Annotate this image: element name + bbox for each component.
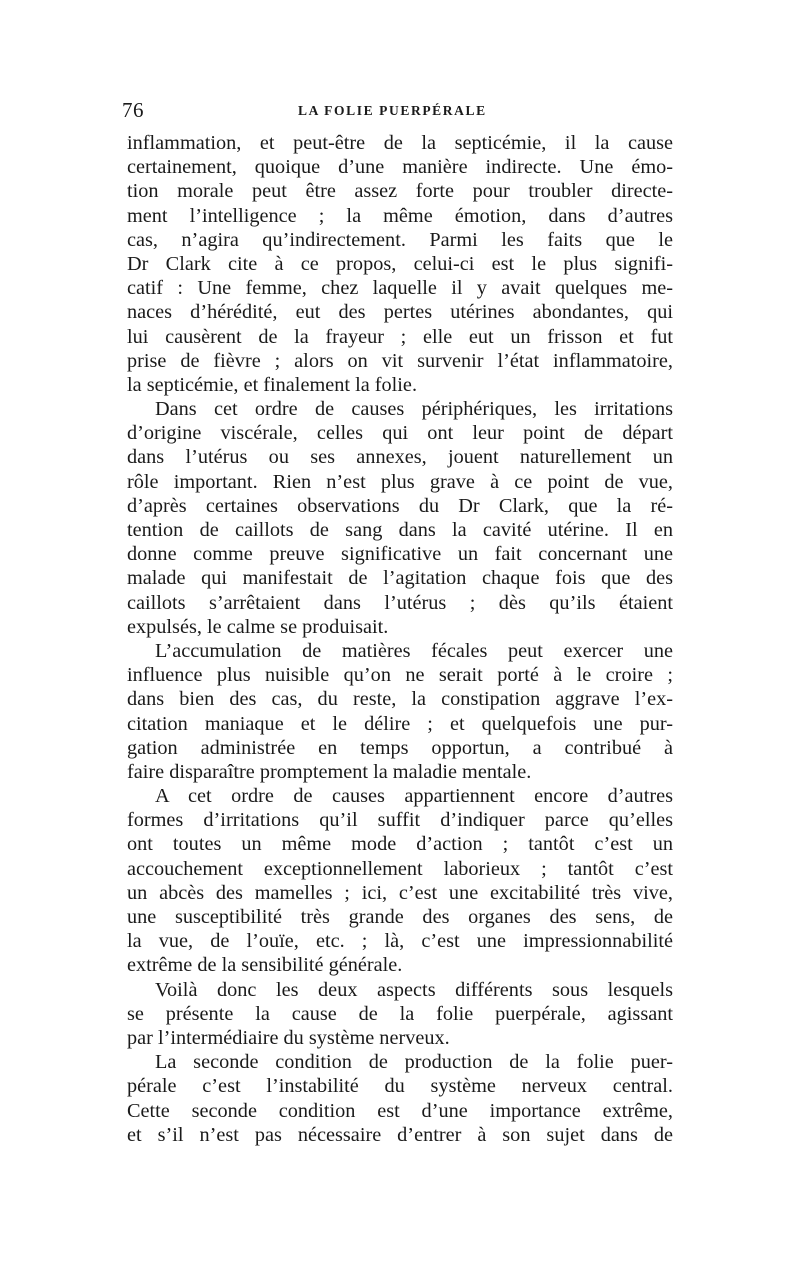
text-line: malade qui manifestait de l’agitation chaque fois que des	[127, 567, 673, 590]
text-line: catif : Une femme, chez laquelle il y avait quelques me-	[127, 277, 673, 300]
text-line: influence plus nuisible qu’on ne serait porté à le croire ;	[127, 664, 673, 687]
running-title: LA FOLIE PUERPÉRALE	[298, 103, 487, 118]
text-line: gation administrée en temps opportun, a contribué à	[127, 736, 673, 759]
text-line: extrême de la sensibilité générale.	[127, 954, 403, 977]
text-line: expulsés, le calme se produisait.	[127, 615, 389, 638]
text-line: la septicémie, et finalement la folie.	[127, 373, 418, 396]
text-line: formes d’irritations qu’il suffit d’indiquer parce qu’elles	[127, 809, 673, 832]
text-line: Cette seconde condition est d’une importance extrême,	[127, 1099, 673, 1122]
text-line: caillots s’arrêtaient dans l’utérus ; dès qu’ils étaient	[127, 591, 673, 614]
text-line: un abcès des mamelles ; ici, c’est une excitabilité très vive,	[127, 881, 673, 904]
text-line: L’accumulation de matières fécales peut exercer une	[155, 639, 673, 662]
text-line: tention de caillots de sang dans la cavité utérine. Il en	[127, 519, 673, 541]
text-line: Dr Clark cite à ce propos, celui-ci est le plus signifi-	[127, 252, 673, 275]
text-line: prise de fièvre ; alors on vit survenir l’état inflammatoire,	[127, 349, 673, 372]
text-line: accouchement exceptionnellement laborieux ; tantôt c’est	[127, 857, 673, 880]
body-text	[127, 131, 673, 1147]
text-line: par l’intermédiaire du système nerveux.	[127, 1026, 450, 1049]
text-line: faire disparaître promptement la maladie mentale.	[127, 760, 532, 783]
text-line: la vue, de l’ouïe, etc. ; là, c’est une impressionnabilité	[127, 930, 673, 953]
text-line: se présente la cause de la folie puerpérale, agissant	[127, 1002, 673, 1025]
text-line: donne comme preuve significative un fait concernant une	[127, 543, 673, 566]
text-line: A cet ordre de causes appartiennent encore d’autres	[155, 785, 673, 808]
text-line: tion morale peut être assez forte pour troubler directe-	[127, 180, 673, 203]
text-line: lui causèrent de la frayeur ; elle eut un frisson et fut	[127, 325, 673, 348]
text-line: dans l’utérus ou ses annexes, jouent naturellement un	[127, 446, 673, 469]
text-line: dans bien des cas, du reste, la constipation aggrave l’ex-	[127, 688, 673, 711]
text-line: Dans cet ordre de causes périphériques, les irritations	[155, 398, 673, 421]
page-number: 76	[122, 98, 144, 122]
text-line: citation maniaque et le délire ; et quelquefois une pur-	[127, 712, 673, 735]
text-line: ment l’intelligence ; la même émotion, dans d’autres	[127, 204, 673, 227]
text-line: certainement, quoique d’une manière indirecte. Une émo-	[127, 156, 673, 179]
text-line: pérale c’est l’instabilité du système nerveux central.	[127, 1075, 673, 1098]
text-line: Voilà donc les deux aspects différents sous lesquels	[155, 978, 673, 1001]
text-line: d’origine viscérale, celles qui ont leur point de départ	[127, 422, 673, 445]
text-line: d’après certaines observations du Dr Clark, que la ré-	[127, 494, 673, 517]
text-line: ont toutes un même mode d’action ; tantôt c’est un	[127, 833, 673, 856]
text-line: une susceptibilité très grande des organes des sens, de	[127, 906, 673, 928]
running-head	[122, 98, 674, 128]
text-line: et s’il n’est pas nécessaire d’entrer à son sujet dans de	[127, 1123, 673, 1146]
text-line: rôle important. Rien n’est plus grave à ce point de vue,	[127, 470, 673, 493]
text-line: La seconde condition de production de la folie puer-	[155, 1051, 673, 1074]
text-line: inflammation, et peut-être de la septicémie, il la cause	[127, 132, 673, 154]
text-line: cas, n’agira qu’indirectement. Parmi les faits que le	[127, 228, 673, 251]
text-line: naces d’hérédité, eut des pertes utérines abondantes, qui	[127, 301, 673, 324]
